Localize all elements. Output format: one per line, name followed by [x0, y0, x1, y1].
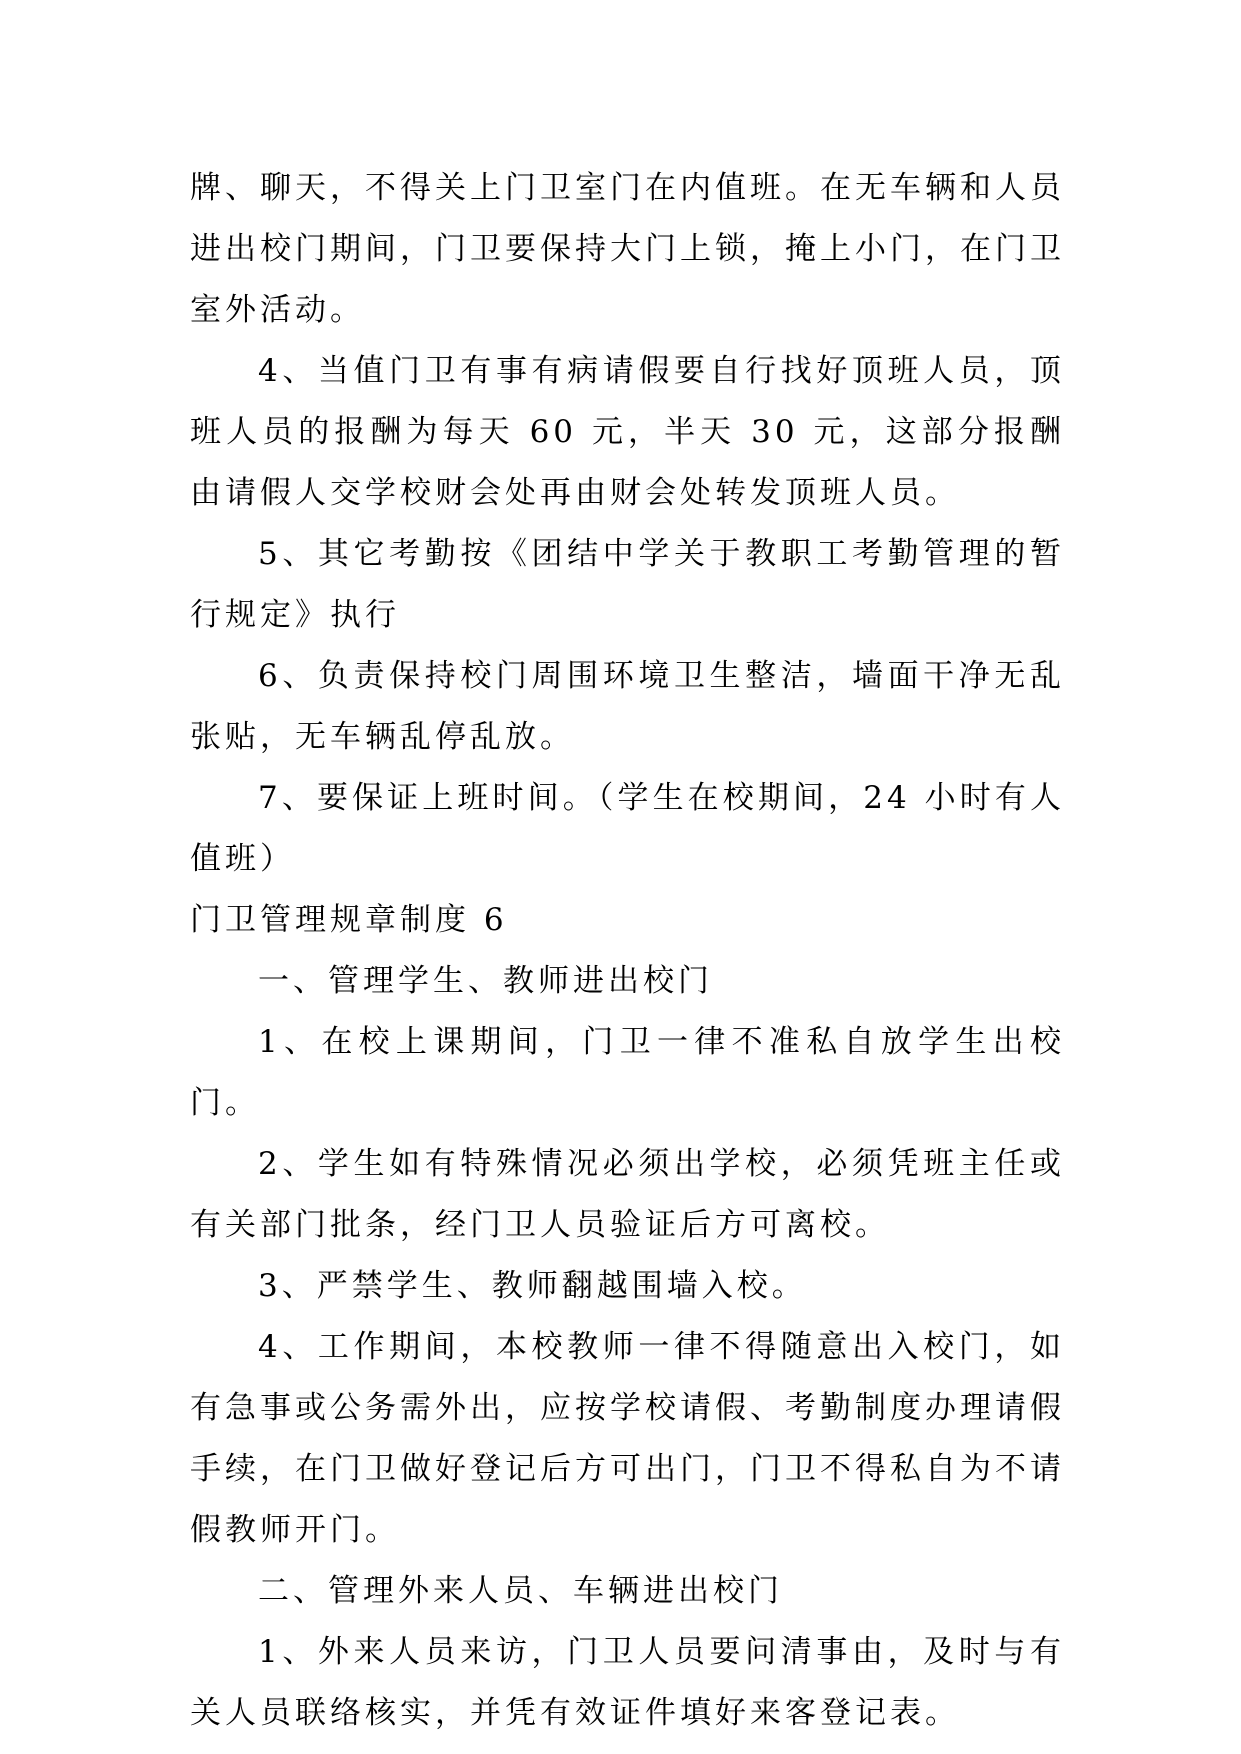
- paragraph-item-7-hours: 7、要保证上班时间。（学生在校期间，24 小时有人值班）: [190, 780, 1065, 877]
- document-body: [190, 158, 1065, 1744]
- paragraph-item-4-leave: 4、当值门卫有事有病请假要自行找好顶班人员，顶班人员的报酬为每天 60 元，半天 30 元，这部分报酬由请假人交学校财会处再由财会处转发顶班人员。: [190, 353, 1065, 511]
- paragraph-item-5-attendance: 5、其它考勤按《团结中学关于教职工考勤管理的暂行规定》执行: [190, 536, 1065, 633]
- subsection-heading-students-teachers: 一、管理学生、教师进出校门: [258, 963, 713, 999]
- subsection-heading-visitors-vehicles: 二、管理外来人员、车辆进出校门: [258, 1573, 783, 1609]
- section-heading: 门卫管理规章制度 6: [190, 902, 508, 938]
- paragraph-rule-4: 4、工作期间，本校教师一律不得随意出入校门，如有急事或公务需外出，应按学校请假、考勤制度办理请假手续，在门卫做好登记后方可出门，门卫不得私自为不请假教师开门。: [190, 1329, 1065, 1548]
- paragraph-rule-3: 3、严禁学生、教师翻越围墙入校。: [258, 1268, 807, 1304]
- paragraph-item-6-hygiene: 6、负责保持校门周围环境卫生整洁，墙面干净无乱张贴，无车辆乱停乱放。: [190, 658, 1065, 755]
- paragraph-continuation: 牌、聊天，不得关上门卫室门在内值班。在无车辆和人员进出校门期间，门卫要保持大门上锁，掩上小门，在门卫室外活动。: [190, 170, 1065, 328]
- paragraph-rule-1: 1、在校上课期间，门卫一律不准私自放学生出校门。: [190, 1024, 1065, 1121]
- paragraph-rule-2: 2、学生如有特殊情况必须出学校，必须凭班主任或有关部门批条，经门卫人员验证后方可离校。: [190, 1146, 1065, 1243]
- paragraph-visitor-rule-1: 1、外来人员来访，门卫人员要问清事由，及时与有关人员联络核实，并凭有效证件填好来客登记表。: [190, 1634, 1065, 1731]
